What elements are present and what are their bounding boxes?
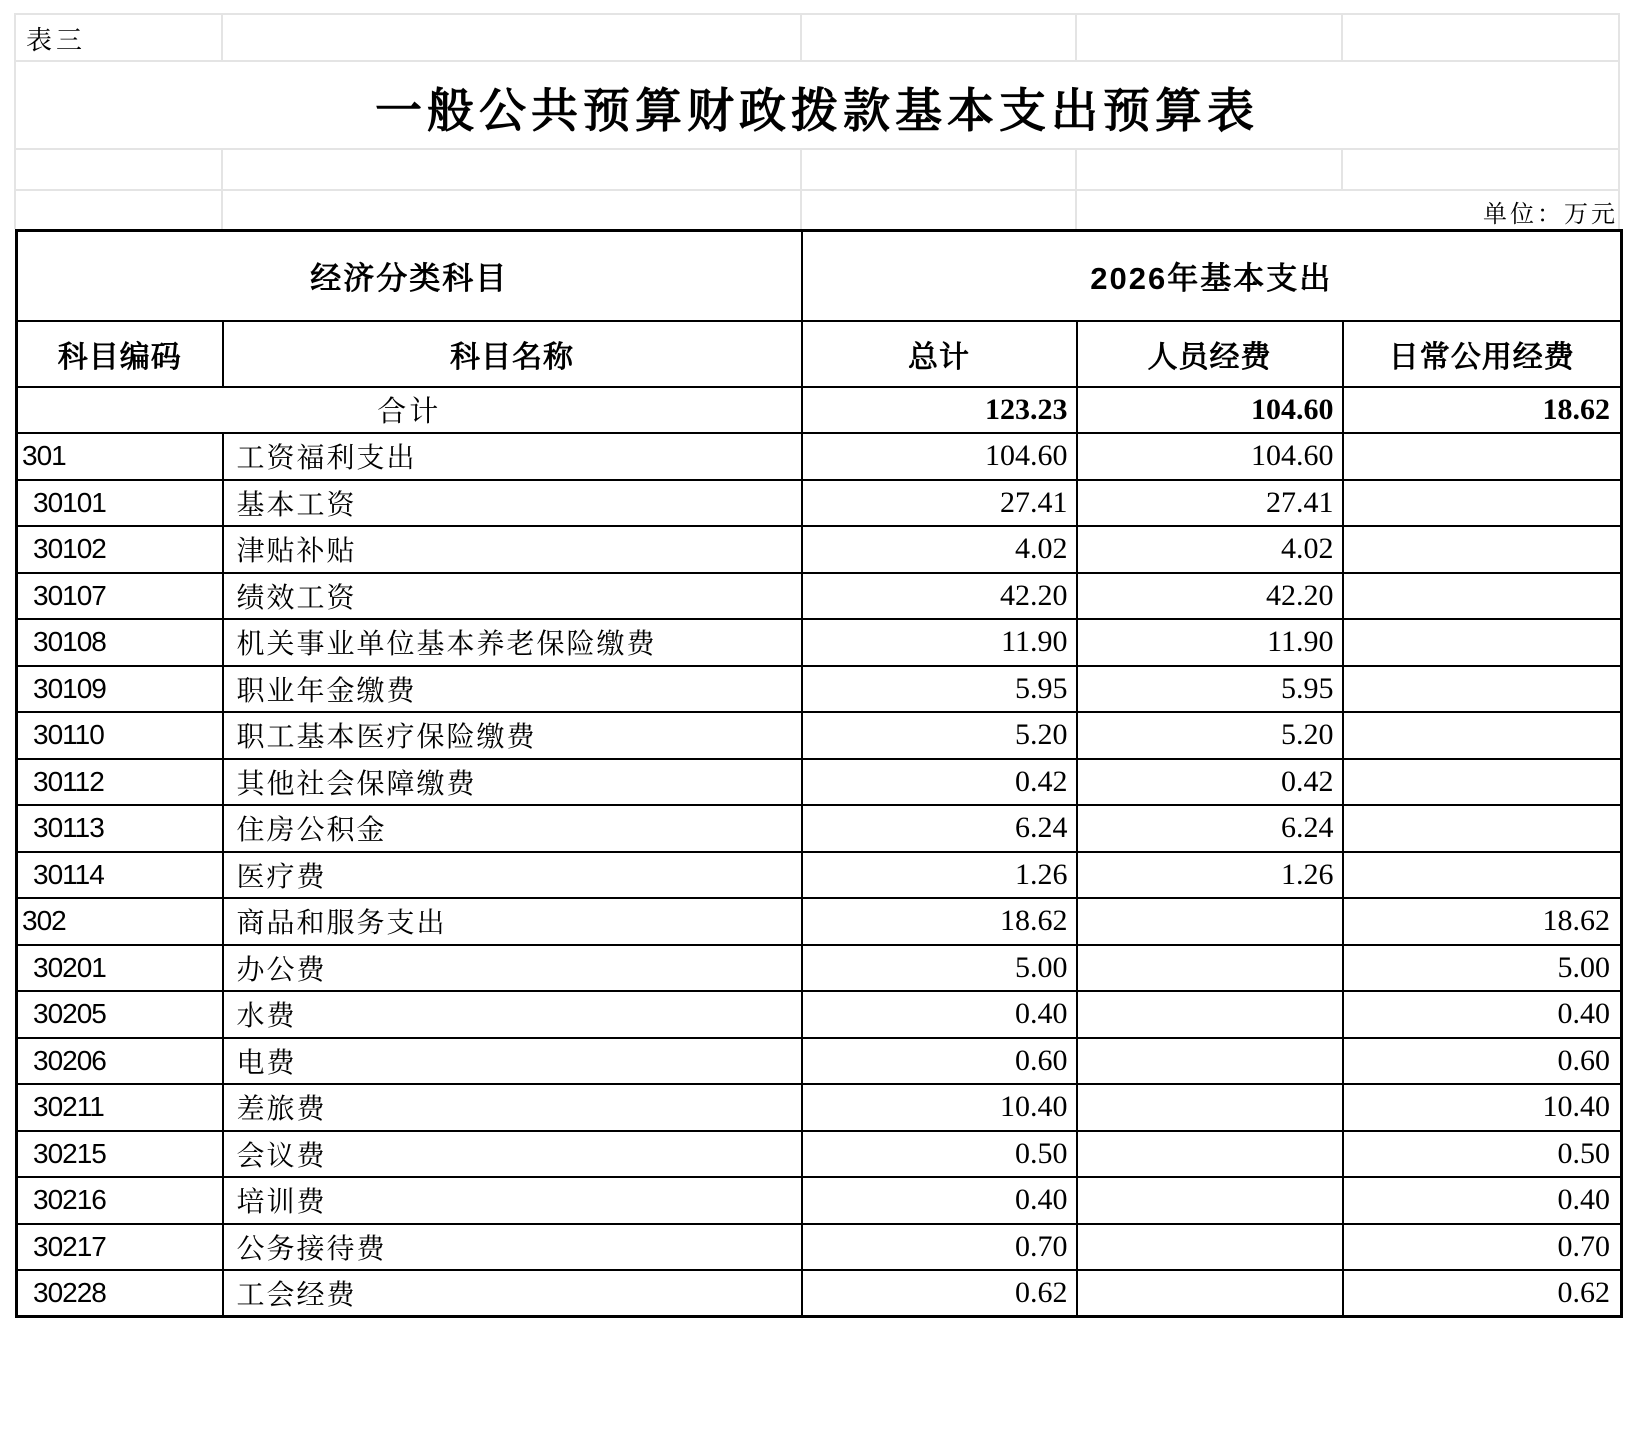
subject-name-cell: 培训费: [223, 1177, 802, 1224]
personnel-value-cell: [1077, 898, 1343, 945]
column-header-total: 总计: [802, 321, 1077, 387]
total-value-cell: 104.60: [802, 433, 1077, 480]
daily-value-cell: [1343, 573, 1622, 620]
personnel-value-cell: 0.42: [1077, 759, 1343, 806]
subject-name-cell: 会议费: [223, 1131, 802, 1178]
table-row: [17, 1084, 1622, 1131]
table-row: [17, 759, 1622, 806]
table-row: [17, 480, 1622, 527]
daily-value-cell: [1343, 480, 1622, 527]
table-row: [17, 1270, 1622, 1317]
table-row: [17, 666, 1622, 713]
subject-code-cell: 30113: [17, 805, 223, 852]
unit-note: 单位：万元: [1483, 202, 1618, 228]
total-value-cell: 0.70: [802, 1224, 1077, 1271]
subject-code-cell: 30114: [17, 852, 223, 899]
subject-code-cell: 30205: [17, 991, 223, 1038]
personnel-value-cell: [1077, 991, 1343, 1038]
total-value-cell: 0.60: [802, 1038, 1077, 1085]
table-row: [17, 1224, 1622, 1271]
budget-table: [15, 229, 1623, 1318]
total-row-personnel: 104.60: [1077, 387, 1343, 434]
daily-value-cell: [1343, 805, 1622, 852]
personnel-value-cell: [1077, 1038, 1343, 1085]
daily-value-cell: 18.62: [1343, 898, 1622, 945]
daily-value-cell: [1343, 712, 1622, 759]
subject-code-cell: 30215: [17, 1131, 223, 1178]
subject-name-cell: 机关事业单位基本养老保险缴费: [223, 619, 802, 666]
subject-name-cell: 电费: [223, 1038, 802, 1085]
personnel-value-cell: [1077, 1177, 1343, 1224]
table-row: [17, 805, 1622, 852]
subject-name-cell: 水费: [223, 991, 802, 1038]
total-value-cell: 0.42: [802, 759, 1077, 806]
column-header-personnel-funds: 人员经费: [1077, 321, 1343, 387]
daily-value-cell: 10.40: [1343, 1084, 1622, 1131]
group-header-2026-basic-expenditure: 2026年基本支出: [802, 231, 1622, 321]
personnel-value-cell: 5.95: [1077, 666, 1343, 713]
subject-code-cell: 30206: [17, 1038, 223, 1085]
page-title: 一般公共预算财政拨款基本支出预算表: [375, 86, 1259, 138]
daily-value-cell: [1343, 759, 1622, 806]
subject-code-cell: 30101: [17, 480, 223, 527]
total-value-cell: 6.24: [802, 805, 1077, 852]
total-value-cell: 18.62: [802, 898, 1077, 945]
subject-code-cell: 30211: [17, 1084, 223, 1131]
table-row: [17, 619, 1622, 666]
daily-value-cell: [1343, 666, 1622, 713]
subject-code-cell: 30110: [17, 712, 223, 759]
daily-value-cell: 0.40: [1343, 991, 1622, 1038]
total-value-cell: 11.90: [802, 619, 1077, 666]
table-row: [17, 1038, 1622, 1085]
personnel-value-cell: 104.60: [1077, 433, 1343, 480]
total-value-cell: 27.41: [802, 480, 1077, 527]
subject-code-cell: 30102: [17, 526, 223, 573]
column-header-subject-code: 科目编码: [17, 321, 223, 387]
subject-name-cell: 公务接待费: [223, 1224, 802, 1271]
personnel-value-cell: [1077, 1084, 1343, 1131]
personnel-value-cell: [1077, 1270, 1343, 1317]
daily-value-cell: 0.50: [1343, 1131, 1622, 1178]
table-row: [17, 852, 1622, 899]
table-row: [17, 898, 1622, 945]
total-row-daily: 18.62: [1343, 387, 1622, 434]
subject-name-cell: 差旅费: [223, 1084, 802, 1131]
subject-name-cell: 医疗费: [223, 852, 802, 899]
subject-name-cell: 办公费: [223, 945, 802, 992]
personnel-value-cell: 1.26: [1077, 852, 1343, 899]
table-row: [17, 1131, 1622, 1178]
daily-value-cell: [1343, 852, 1622, 899]
subject-name-cell: 工会经费: [223, 1270, 802, 1317]
table-row: [17, 526, 1622, 573]
personnel-value-cell: 11.90: [1077, 619, 1343, 666]
group-header-economic-classification: 经济分类科目: [17, 231, 802, 321]
personnel-value-cell: 5.20: [1077, 712, 1343, 759]
total-value-cell: 0.50: [802, 1131, 1077, 1178]
subject-code-cell: 302: [17, 898, 223, 945]
subject-name-cell: 津贴补贴: [223, 526, 802, 573]
table-row: [17, 573, 1622, 620]
daily-value-cell: [1343, 526, 1622, 573]
total-value-cell: 1.26: [802, 852, 1077, 899]
total-row-total: 123.23: [802, 387, 1077, 434]
table-row: [17, 712, 1622, 759]
subject-code-cell: 30217: [17, 1224, 223, 1271]
subject-code-cell: 30108: [17, 619, 223, 666]
total-row: [17, 387, 1622, 434]
table-group-header-row: [17, 231, 1622, 321]
table-row: [17, 433, 1622, 480]
column-header-subject-name: 科目名称: [223, 321, 802, 387]
personnel-value-cell: [1077, 945, 1343, 992]
personnel-value-cell: [1077, 1131, 1343, 1178]
total-value-cell: 0.62: [802, 1270, 1077, 1317]
subject-code-cell: 30216: [17, 1177, 223, 1224]
total-value-cell: 5.95: [802, 666, 1077, 713]
personnel-value-cell: 42.20: [1077, 573, 1343, 620]
sheet-corner-label: 表三: [26, 26, 87, 55]
personnel-value-cell: 6.24: [1077, 805, 1343, 852]
subject-name-cell: 工资福利支出: [223, 433, 802, 480]
daily-value-cell: 0.60: [1343, 1038, 1622, 1085]
subject-name-cell: 住房公积金: [223, 805, 802, 852]
total-value-cell: 5.00: [802, 945, 1077, 992]
daily-value-cell: 5.00: [1343, 945, 1622, 992]
subject-code-cell: 301: [17, 433, 223, 480]
total-value-cell: 4.02: [802, 526, 1077, 573]
personnel-value-cell: [1077, 1224, 1343, 1271]
personnel-value-cell: 27.41: [1077, 480, 1343, 527]
subject-name-cell: 绩效工资: [223, 573, 802, 620]
daily-value-cell: 0.70: [1343, 1224, 1622, 1271]
subject-name-cell: 其他社会保障缴费: [223, 759, 802, 806]
daily-value-cell: [1343, 433, 1622, 480]
daily-value-cell: 0.62: [1343, 1270, 1622, 1317]
subject-name-cell: 职业年金缴费: [223, 666, 802, 713]
subject-name-cell: 基本工资: [223, 480, 802, 527]
daily-value-cell: 0.40: [1343, 1177, 1622, 1224]
subject-code-cell: 30109: [17, 666, 223, 713]
table-row: [17, 991, 1622, 1038]
total-value-cell: 0.40: [802, 991, 1077, 1038]
subject-name-cell: 商品和服务支出: [223, 898, 802, 945]
column-header-daily-public-funds: 日常公用经费: [1343, 321, 1622, 387]
subject-code-cell: 30112: [17, 759, 223, 806]
table-row: [17, 1177, 1622, 1224]
total-value-cell: 10.40: [802, 1084, 1077, 1131]
daily-value-cell: [1343, 619, 1622, 666]
total-row-label: 合计: [17, 387, 802, 434]
personnel-value-cell: 4.02: [1077, 526, 1343, 573]
table-column-header-row: [17, 321, 1622, 387]
subject-code-cell: 30107: [17, 573, 223, 620]
table-row: [17, 945, 1622, 992]
subject-name-cell: 职工基本医疗保险缴费: [223, 712, 802, 759]
total-value-cell: 0.40: [802, 1177, 1077, 1224]
total-value-cell: 42.20: [802, 573, 1077, 620]
total-value-cell: 5.20: [802, 712, 1077, 759]
subject-code-cell: 30228: [17, 1270, 223, 1317]
subject-code-cell: 30201: [17, 945, 223, 992]
